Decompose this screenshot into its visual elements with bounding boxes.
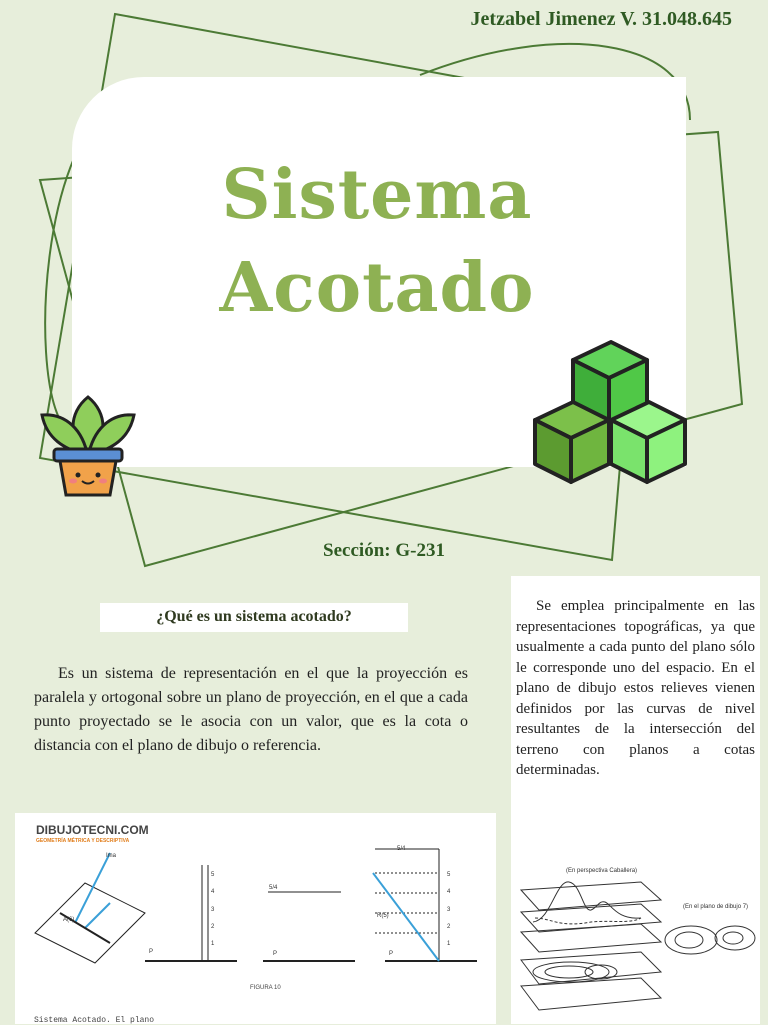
scale-ticks-left bbox=[211, 872, 215, 947]
acotado-diagram bbox=[15, 813, 496, 983]
topo-plan-caption: (En el plano de dibujo 7) bbox=[683, 904, 749, 910]
title-line-2: Acotado bbox=[219, 248, 535, 328]
svg-text:5: 5 bbox=[211, 872, 215, 878]
right-paragraph: Se emplea principalmente en las representaciones topográficas, ya que usualmente a cada punto del plano sólo le corresponde uno del espacio. En el plano de dibujo estos relieves vienen definidos por las curvas de nivel resultantes de la intersección del terreno con planos a cotas determinadas. bbox=[516, 598, 755, 778]
intro-paragraph: Es un sistema de representación en el que la proyección es paralela y ortogonal sobre un plano de proyección, en el que a cada punto proyectado se le asocia con un valor, que es la cota o distancia con el plano de dibujo o referencia. bbox=[34, 665, 468, 754]
fig-p-label-2: P bbox=[273, 951, 278, 957]
potted-plant-icon bbox=[38, 395, 138, 499]
figure-brand: DIBUJOTECNI.COM bbox=[36, 823, 149, 837]
svg-text:2: 2 bbox=[211, 924, 215, 930]
svg-text:1: 1 bbox=[447, 941, 451, 947]
svg-text:3: 3 bbox=[447, 907, 451, 913]
fig-measure-label: 5/4 bbox=[269, 885, 278, 891]
fig-label-a6: A(6) bbox=[63, 917, 75, 923]
svg-text:3: 3 bbox=[211, 907, 215, 913]
author-name: Jetzabel Jimenez V. 31.048.645 bbox=[470, 8, 732, 30]
svg-text:2: 2 bbox=[447, 924, 451, 930]
fig-label-r5: R(5) bbox=[377, 913, 389, 919]
figure-label: FIGURA 10 bbox=[250, 985, 281, 991]
svg-text:1: 1 bbox=[211, 941, 215, 947]
question-heading: ¿Qué es un sistema acotado? bbox=[156, 608, 352, 625]
svg-text:4: 4 bbox=[447, 889, 451, 895]
fig-label-ima: Ima bbox=[106, 853, 117, 859]
topographic-illustration bbox=[511, 860, 760, 1024]
svg-text:4: 4 bbox=[211, 889, 215, 895]
cubes-icon bbox=[533, 340, 689, 485]
fig-p-label-3: P bbox=[389, 951, 394, 957]
topo-top-caption: (En perspectiva Caballera) bbox=[566, 868, 638, 874]
scale-ticks-right bbox=[447, 872, 451, 947]
figure-brand-subtitle: GEOMETRÍA MÉTRICA Y DESCRIPTIVA bbox=[36, 838, 130, 844]
figure-caption: Sistema Acotado. El plano bbox=[34, 1016, 155, 1025]
section-label: Sección: G-231 bbox=[323, 540, 445, 561]
fig-measure-label-top: 5/4 bbox=[397, 846, 406, 852]
title-line-1: Sistema bbox=[221, 155, 533, 235]
fig-p-label-1: P bbox=[149, 949, 154, 955]
svg-text:5: 5 bbox=[447, 872, 451, 878]
